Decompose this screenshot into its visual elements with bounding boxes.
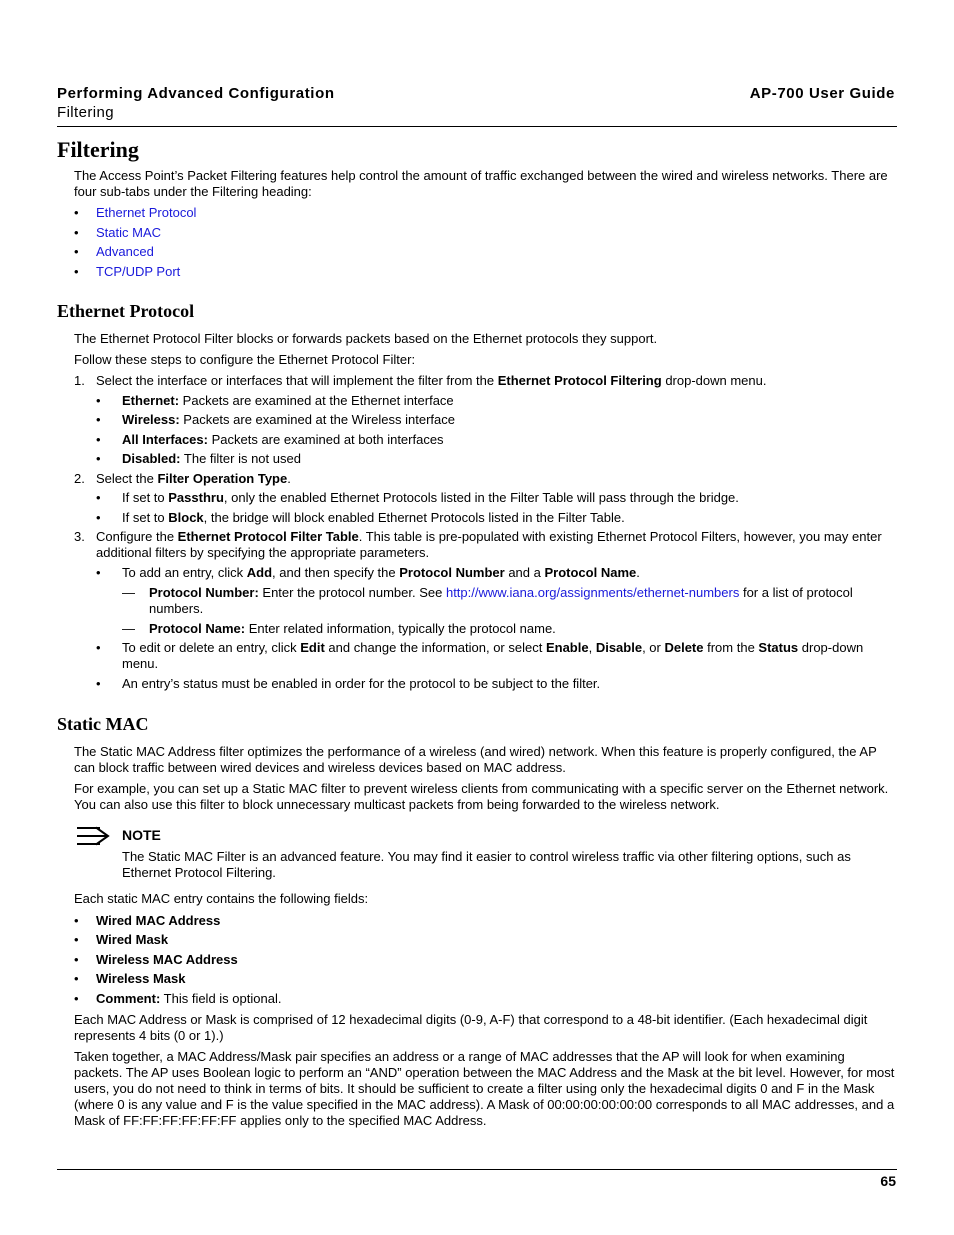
note-title: NOTE bbox=[122, 827, 161, 843]
link-ethernet-protocol[interactable]: Ethernet Protocol bbox=[96, 205, 197, 220]
ethernet-protocol-steps-intro: Follow these steps to configure the Ethernet Protocol Filter: bbox=[74, 352, 416, 367]
static-mac-example: For example, you can set up a Static MAC filter to prevent wireless clients from communicating with a specific server on the Ethernet network. You can also use this filter to block unnecessary multicast packets from being forwarded to the wireless network. bbox=[74, 781, 889, 812]
step-number: 1. bbox=[74, 373, 85, 388]
page-title: Filtering bbox=[57, 137, 139, 162]
note-arrow-icon bbox=[76, 826, 110, 849]
running-header-guide-title: AP-700 User Guide bbox=[749, 85, 895, 102]
section-heading-ethernet-protocol: Ethernet Protocol bbox=[57, 301, 195, 321]
footer-rule bbox=[57, 1169, 897, 1170]
page-number: 65 bbox=[880, 1173, 896, 1189]
note-text: The Static MAC Filter is an advanced feature. You may find it easier to control wireless traffic via other filtering options, such as Ethernet Protocol Filtering. bbox=[122, 849, 851, 880]
running-header-chapter: Performing Advanced Configuration bbox=[57, 85, 335, 102]
section-heading-static-mac: Static MAC bbox=[57, 714, 149, 734]
static-mac-description: The Static MAC Address filter optimizes the performance of a wireless (and wired) network. When this feature is properly configured, the AP can block traffic between wired devices and wireless devices based on MAC address. bbox=[74, 744, 877, 775]
running-header-section: Filtering bbox=[57, 104, 114, 121]
iana-ethernet-numbers-link[interactable]: http://www.iana.org/assignments/ethernet-numbers bbox=[445, 585, 740, 600]
step-text: Select the Filter Operation Type. bbox=[96, 471, 291, 486]
step-text: Select the interface or interfaces that will implement the filter from the Ethernet Protocol Filtering drop-down menu. bbox=[96, 373, 767, 388]
ethernet-protocol-description: The Ethernet Protocol Filter blocks or forwards packets based on the Ethernet protocols they support. bbox=[74, 331, 658, 346]
link-static-mac[interactable]: Static MAC bbox=[96, 225, 162, 240]
bullet: • bbox=[74, 205, 79, 220]
step-text: Configure the Ethernet Protocol Filter Table. This table is pre-populated with existing Ethernet Protocol Filters, however, you may enter additional filters by specifying the appropriate parameters. bbox=[96, 529, 882, 560]
bullet: • bbox=[74, 244, 79, 259]
fields-intro: Each static MAC entry contains the following fields: bbox=[74, 891, 369, 906]
filtering-intro: The Access Point’s Packet Filtering features help control the amount of traffic exchanged between the wired and wireless networks. There are four sub-tabs under the Filtering heading: bbox=[74, 168, 888, 199]
bullet: • bbox=[74, 264, 79, 279]
mac-format-description: Each MAC Address or Mask is comprised of 12 hexadecimal digits (0-9, A-F) that correspond to a 48-bit identifier. (Each hexadecimal digit represents 4 bits (0 or 1).) bbox=[74, 1012, 868, 1043]
bullet: • bbox=[74, 225, 79, 240]
link-advanced[interactable]: Advanced bbox=[96, 244, 154, 259]
step-number: 3. bbox=[74, 529, 85, 544]
mac-mask-description: Taken together, a MAC Address/Mask pair specifies an address or a range of MAC addresses that the AP will look for when examining packets. The AP uses Boolean logic to perform an “AND” operation between the MAC Address and the Mask at the bit level. However, for most users, you do not need to think in terms of bits. It should be sufficient to create a filter using only the hexadecimal digits 0 and F in the Mask (where 0 is any value and F is the value specified in the MAC address). A Mask of 00:00:00:00:00:00 corresponds to all MAC addresses, and a Mask of FF:FF:FF:FF:FF:FF applies only to the specified MAC Address. bbox=[74, 1049, 895, 1128]
header-rule bbox=[57, 126, 897, 127]
link-tcp-udp-port[interactable]: TCP/UDP Port bbox=[96, 264, 181, 279]
step-number: 2. bbox=[74, 471, 85, 486]
